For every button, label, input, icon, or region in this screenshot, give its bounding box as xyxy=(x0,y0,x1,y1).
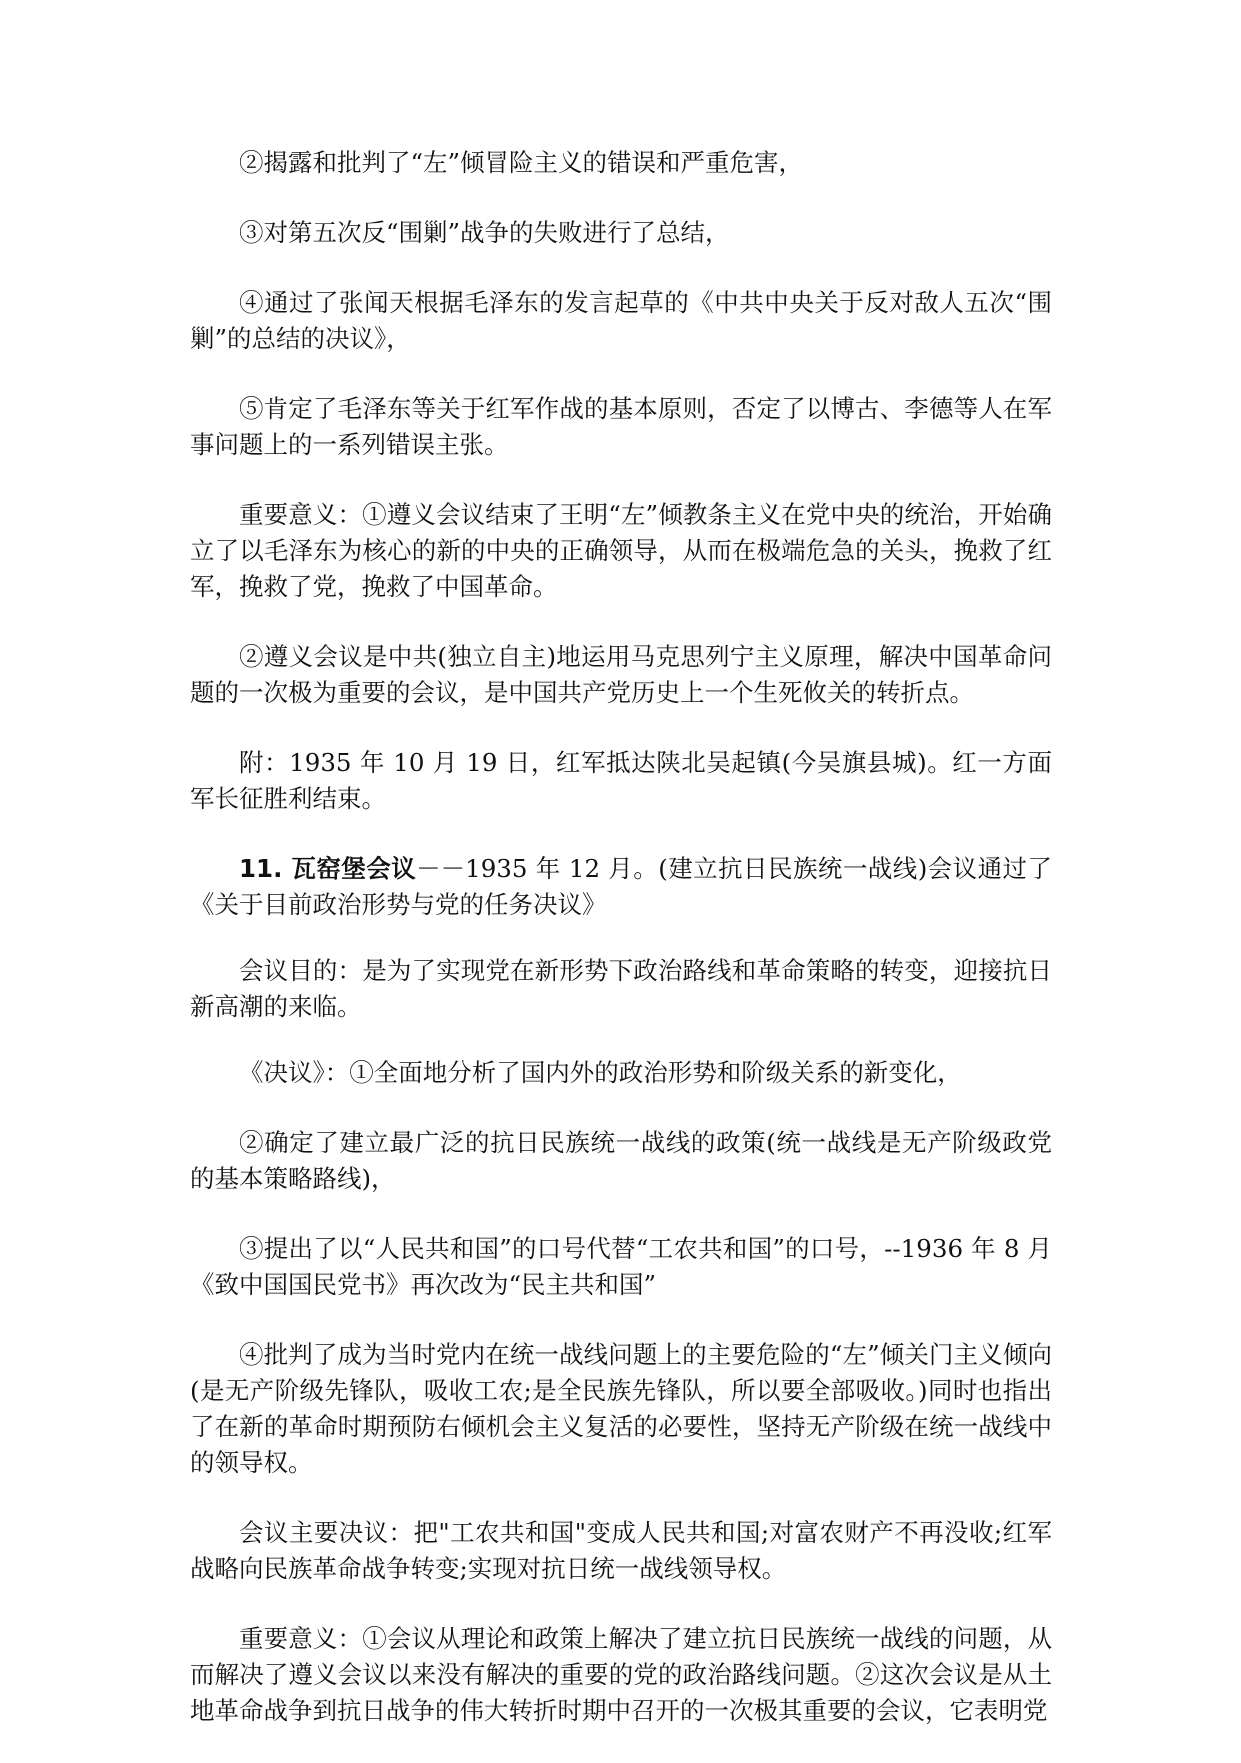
section-heading-rest: －－1935 年 12 月。(建立抗日民族统一战线)会议通过了《关于目前政治形势与党的任务决议》 xyxy=(190,854,1052,919)
paragraph-meeting-purpose: 会议目的：是为了实现党在新形势下政治路线和革命策略的转变，迎接抗日新高潮的来临。 xyxy=(190,956,1052,1021)
paragraph-wayaobao-meeting xyxy=(190,851,1052,923)
section-heading: 11. 瓦窑堡会议 xyxy=(239,854,417,883)
paragraph-peoples-republic: ③提出了以“人民共和国”的口号代替“工农共和国”的口号，--1936 年 8 月《致中国国民党书》再次改为“民主共和国” xyxy=(190,1234,1052,1299)
paragraph-long-march-end: 附：1935 年 10 月 19 日，红军抵达陕北吴起镇(今吴旗县城)。红一方面军长征胜利结束。 xyxy=(190,748,1052,813)
paragraph-fifth-campaign-summary: ③对第五次反“围剿”战争的失败进行了总结， xyxy=(239,218,730,247)
paragraph-significance-zunyi: 重要意义：①遵义会议结束了王明“左”倾教条主义在党中央的统治，开始确立了以毛泽东为核心的新的中央的正确领导，从而在极端危急的关头，挽救了红军，挽救了党，挽救了中国革命。 xyxy=(190,500,1052,601)
paragraph-turning-point: ②遵义会议是中共(独立自主)地运用马克思列宁主义原理，解决中国革命问题的一次极为重要的会议，是中国共产党历史上一个生死攸关的转折点。 xyxy=(190,642,1052,707)
document-body xyxy=(190,145,1052,1763)
paragraph-significance-wayaobao: 重要意义：①会议从理论和政策上解决了建立抗日民族统一战线的问题，从而解决了遵义会议以来没有解决的重要的党的政治路线问题。②这次会议是从土地革命战争到抗日战争的伟大转折时期中召开的一次极其重要的会议，它表明党 xyxy=(190,1624,1052,1725)
paragraph-closed-door-critique: ④批判了成为当时党内在统一战线问题上的主要危险的“左”倾关门主义倾向(是无产阶级先锋队，吸收工农;是全民族先锋队，所以要全部吸收。)同时也指出了在新的革命时期预防右倾机会主义复活的必要性，坚持无产阶级在统一战线中的领导权。 xyxy=(190,1340,1052,1477)
paragraph-united-front-policy: ②确定了建立最广泛的抗日民族统一战线的政策(统一战线是无产阶级政党的基本策略路线)， xyxy=(190,1128,1052,1193)
paragraph-exposure: ②揭露和批判了“左”倾冒险主义的错误和严重危害， xyxy=(239,148,804,177)
paragraph-main-resolutions: 会议主要决议：把"工农共和国"变成人民共和国;对富农财产不再没收;红军战略向民族革命战争转变;实现对抗日统一战线领导权。 xyxy=(190,1518,1052,1583)
paragraph-resolution-analysis: 《决议》：①全面地分析了国内外的政治形势和阶级关系的新变化， xyxy=(239,1058,962,1087)
paragraph-resolution: ④通过了张闻天根据毛泽东的发言起草的《中共中央关于反对敌人五次“围剿”的总结的决议》， xyxy=(190,288,1052,353)
paragraph-affirmation: ⑤肯定了毛泽东等关于红军作战的基本原则，否定了以博古、李德等人在军事问题上的一系列错误主张。 xyxy=(190,394,1052,459)
